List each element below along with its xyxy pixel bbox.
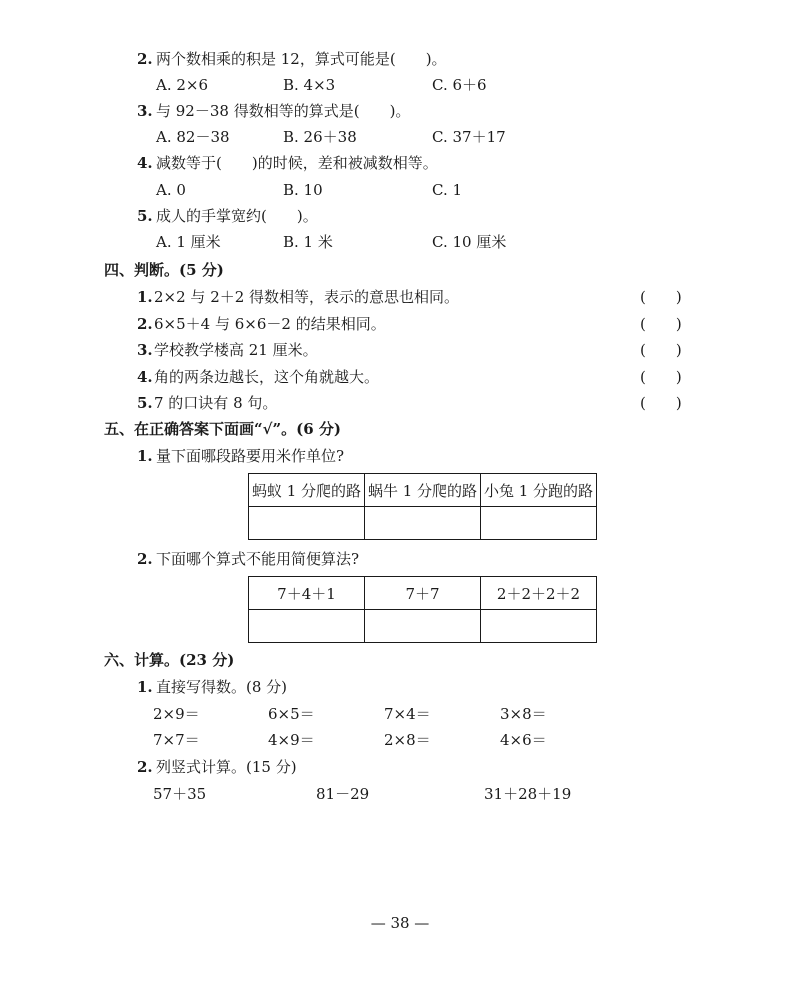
q3-option-b: B. 26＋38 [283,128,357,146]
q2-option-c: C. 6＋6 [432,76,487,94]
s5-q2-text: 下面哪个算式不能用简便算法? [156,550,360,568]
s6-q1-number: 1. [137,678,153,696]
s6-q2-number: 2. [137,758,153,776]
s5-q1-text: 量下面哪段路要用米作单位? [156,447,345,465]
q4-option-c: C. 1 [432,181,463,199]
calc-item: 2×8＝ [384,731,431,749]
q2-option-a: A. 2×6 [156,76,209,94]
judge-1-number: 1. [137,288,153,306]
judge-3-number: 3. [137,341,153,359]
q5-option-b: B. 1 米 [283,233,333,251]
judge-4-number: 4. [137,368,153,386]
s5-q2-answer-cell-3[interactable] [481,610,597,643]
judge-2-number: 2. [137,315,153,333]
s6-q1-text: 直接写得数。(8 分) [156,678,288,696]
s5-q2-number: 2. [137,550,153,568]
judge-5-text: 7 的口诀有 8 句。 [154,394,278,412]
s5-q1-option-3: 小兔 1 分跑的路 [481,474,597,507]
s5-q2-option-1: 7＋4＋1 [249,577,365,610]
judge-4-answer[interactable]: ( ) [640,368,682,386]
judge-5-number: 5. [137,394,153,412]
section5-title: 五、在正确答案下面画“√”。(6 分) [104,420,341,438]
s5-q2-option-3: 2＋2＋2＋2 [481,577,597,610]
s5-q2-table [248,576,597,643]
q5-option-a: A. 1 厘米 [156,233,221,251]
page-number: — 38 — [370,914,430,932]
judge-4-text: 角的两条边越长，这个角就越大。 [154,368,380,386]
s5-q1-answer-cell-2[interactable] [365,507,481,540]
judge-2-text: 6×5＋4 与 6×6－2 的结果相同。 [154,315,386,333]
s6-q2-text: 列竖式计算。(15 分) [156,758,297,776]
s5-q1-answer-cell-3[interactable] [481,507,597,540]
judge-2-answer[interactable]: ( ) [640,315,682,333]
s5-q2-answer-cell-2[interactable] [365,610,481,643]
vertical-calc-item: 57＋35 [153,785,207,803]
calc-item: 7×4＝ [384,705,431,723]
q3-text: 与 92－38 得数相等的算式是( )。 [156,102,411,120]
q2-number: 2. [137,50,153,68]
q5-text: 成人的手掌宽约( )。 [156,207,318,225]
q3-number: 3. [137,102,153,120]
s5-q1-table [248,473,597,540]
calc-item: 7×7＝ [153,731,200,749]
q2-text: 两个数相乘的积是 12，算式可能是( )。 [156,50,447,68]
s5-q1-answer-cell-1[interactable] [249,507,365,540]
s5-q1-number: 1. [137,447,153,465]
s5-q2-option-2: 7＋7 [365,577,481,610]
judge-3-text: 学校教学楼高 21 厘米。 [154,341,318,359]
q5-number: 5. [137,207,153,225]
s5-q1-option-1: 蚂蚁 1 分爬的路 [249,474,365,507]
q4-number: 4. [137,154,153,172]
q4-text: 减数等于( )的时候，差和被减数相等。 [156,154,438,172]
calc-item: 4×6＝ [500,731,547,749]
judge-1-text: 2×2 与 2＋2 得数相等，表示的意思也相同。 [154,288,460,306]
s5-q1-option-2: 蜗牛 1 分爬的路 [365,474,481,507]
judge-1-answer[interactable]: ( ) [640,288,682,306]
q3-option-a: A. 82－38 [156,128,230,146]
calc-item: 3×8＝ [500,705,547,723]
q4-option-b: B. 10 [283,181,323,199]
section6-title: 六、计算。(23 分) [104,651,235,669]
vertical-calc-item: 81－29 [316,785,370,803]
calc-item: 6×5＝ [268,705,315,723]
q4-option-a: A. 0 [156,181,186,199]
q3-option-c: C. 37＋17 [432,128,506,146]
calc-item: 4×9＝ [268,731,315,749]
section4-title: 四、判断。(5 分) [104,261,224,279]
judge-3-answer[interactable]: ( ) [640,341,682,359]
s5-q2-answer-cell-1[interactable] [249,610,365,643]
vertical-calc-item: 31＋28＋19 [484,785,572,803]
calc-item: 2×9＝ [153,705,200,723]
judge-5-answer[interactable]: ( ) [640,394,682,412]
q5-option-c: C. 10 厘米 [432,233,507,251]
q2-option-b: B. 4×3 [283,76,336,94]
